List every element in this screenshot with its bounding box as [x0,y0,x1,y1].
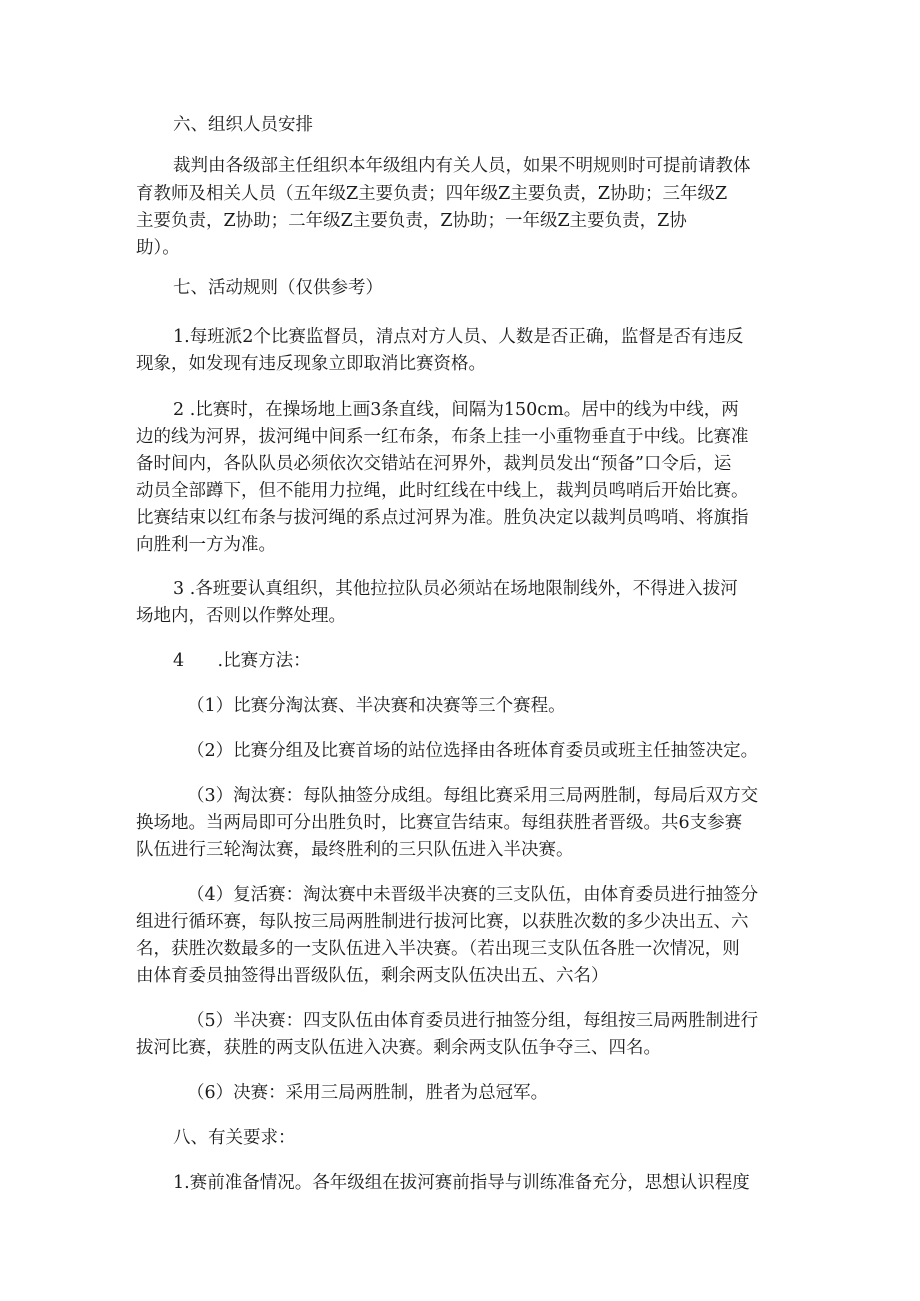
list-item: （5）半决赛：四支队伍由体育委员进行抽签分组，每组按三局两胜制进行 [187,1011,759,1031]
paragraph-line: 育教师及相关人员（五年级Z主要负责；四年级Z主要负责，Z协助；三年级Z [136,184,728,204]
list-item: （6）决赛：采用三局两胜制，胜者为总冠军。 [187,1083,549,1103]
section-heading-8: 八、有关要求： [173,1128,296,1148]
paragraph-line: 组进行循环赛，每队按三局两胜制进行拔河比赛，以获胜次数的多少决出五、六 [136,912,749,932]
paragraph-line: 动员全部蹲下，但不能用力拉绳，此时红线在中线上，裁判员鸣哨后开始比赛。 [136,481,749,501]
paragraph-line: 由体育委员抽签得出晋级队伍，剩余两支队伍决出五、六名） [136,966,609,986]
list-item: （1）比赛分淘汰赛、半决赛和决赛等三个赛程。 [187,696,566,716]
paragraph-line: 换场地。当两局即可分出胜负时，比赛宣告结束。每组获胜者晋级。共6支参赛 [136,813,743,833]
paragraph-line: 备时间内，各队队员必须依次交错站在河界外，裁判员发出“预备”口令后，运 [136,454,732,474]
paragraph-line: 向胜利一方为准。 [136,535,276,555]
paragraph-line: 1.每班派2个比赛监督员，清点对方人员、人数是否正确，监督是否有违反 [173,327,744,347]
paragraph-line: 3 .各班要认真组织，其他拉拉队员必须站在场地限制线外，不得进入拔河 [173,579,738,599]
paragraph-line: 现象，如发现有违反现象立即取消比赛资格。 [136,354,486,374]
subheading-method: 4 .比赛方法： [173,651,311,671]
paragraph-line: 边的线为河界，拔河绳中间系一红布条，布条上挂一小重物垂直于中线。比赛准 [136,427,749,447]
paragraph-line: 场地内，否则以作弊处理。 [136,606,346,626]
paragraph-line: 裁判由各级部主任组织本年级组内有关人员，如果不明规则时可提前请教体 [173,156,751,176]
paragraph-line: 主要负责，Z协助；二年级Z主要负责，Z协助；一年级Z主要负责，Z协 [136,211,687,231]
paragraph-line: 助）。 [136,238,180,258]
list-item: （2）比赛分组及比赛首场的站位选择由各班体育委员或班主任抽签决定。 [187,741,759,761]
paragraph-line: 队伍进行三轮淘汰赛，最终胜利的三只队伍进入半决赛。 [136,840,574,860]
paragraph-line: 2 .比赛时，在操场地上画3条直线，间隔为150cm。居中的线为中线，两 [173,400,739,420]
section-heading-6: 六、组织人员安排 [173,115,313,135]
paragraph-line: 1.赛前准备情况。各年级组在拔河赛前指导与训练准备充分，思想认识程度 [173,1173,750,1193]
section-heading-7: 七、活动规则（仅供参考） [173,278,383,298]
paragraph-line: 拔河比赛，获胜的两支队伍进入决赛。剩余两支队伍争夺三、四名。 [136,1038,661,1058]
list-item: （4）复活赛：淘汰赛中未晋级半决赛的三支队伍，由体育委员进行抽签分 [187,885,759,905]
list-item: （3）淘汰赛：每队抽签分成组。每组比赛采用三局两胜制，每局后双方交 [187,786,759,806]
paragraph-line: 比赛结束以红布条与拔河绳的系点过河界为准。胜负决定以裁判员鸣哨、将旗指 [136,508,749,528]
paragraph-line: 名，获胜次数最多的一支队伍进入半决赛。（若出现三支队伍各胜一次情况，则 [136,939,740,959]
